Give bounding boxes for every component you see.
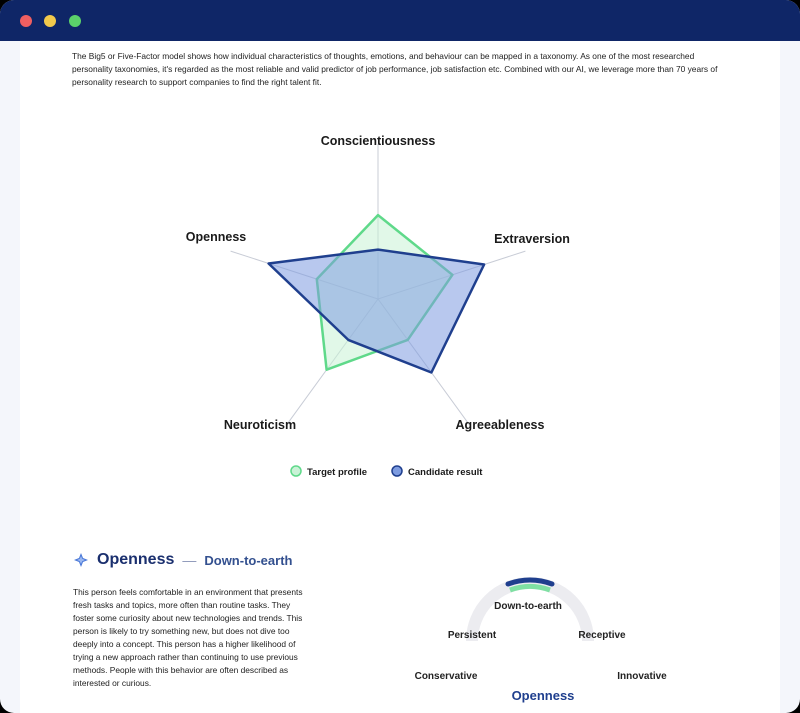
- minimize-icon[interactable]: [44, 15, 56, 27]
- trait-separator: —: [182, 552, 197, 568]
- diamond-icon: [73, 552, 89, 568]
- radar-chart: [20, 41, 780, 511]
- trait-subtitle: Down-to-earth: [204, 552, 293, 568]
- axis-label-agreeableness: Agreeableness: [455, 418, 545, 432]
- gauge-title: Openness: [511, 688, 575, 703]
- legend-marker-target-profile: [291, 466, 301, 476]
- trait-heading: [73, 551, 292, 569]
- title-bar: [0, 0, 800, 41]
- trait-description: This person feels comfortable in an environment that presents fresh tasks and topics, more often than routine tasks. They foster some curiosity about new technologies and trends. This person is likely to try something new, but does not dive too deeply into a concept. This person has a higher likelihood of trying a new approach rather than continuing to use previous methods. People with this behavior are often described as interested or curious.: [73, 587, 303, 688]
- close-icon[interactable]: [20, 15, 32, 27]
- gauge-label-persistent: Persistent: [447, 630, 497, 641]
- content-page: [20, 41, 780, 713]
- axis-label-neuroticism: Neuroticism: [223, 418, 297, 432]
- trait-name: Openness: [97, 551, 175, 568]
- gauge-label-receptive: Receptive: [578, 630, 626, 641]
- axis-label-openness: Openness: [185, 230, 247, 244]
- series-candidate-result: [269, 250, 485, 373]
- gauge-label-down-to-earth: Down-to-earth: [494, 601, 562, 612]
- axis-label-extraversion: Extraversion: [494, 232, 570, 246]
- gauge-label-conservative: Conservative: [414, 671, 478, 682]
- openness-gauge: [380, 546, 680, 706]
- axis-label-conscientiousness: Conscientiousness: [320, 134, 436, 148]
- legend-label-candidate-result: Candidate result: [408, 467, 483, 478]
- intro-paragraph: The Big5 or Five-Factor model shows how individual characteristics of thoughts, emotions, and behaviour can be mapped in a taxonomy. As one of the most researched personality taxonomies, it's regarded as the most reliable and valid predictor of job performance, job satisfaction etc. Combined with our AI, we leverage more than 70 years of personality research to support companies to find the right talent fit.: [72, 51, 718, 87]
- gauge-selected-highlight: [510, 586, 550, 590]
- gauge-label-innovative: Innovative: [617, 671, 667, 682]
- legend-marker-candidate-result: [392, 466, 402, 476]
- maximize-icon[interactable]: [69, 15, 81, 27]
- legend-label-target-profile: Target profile: [307, 467, 367, 478]
